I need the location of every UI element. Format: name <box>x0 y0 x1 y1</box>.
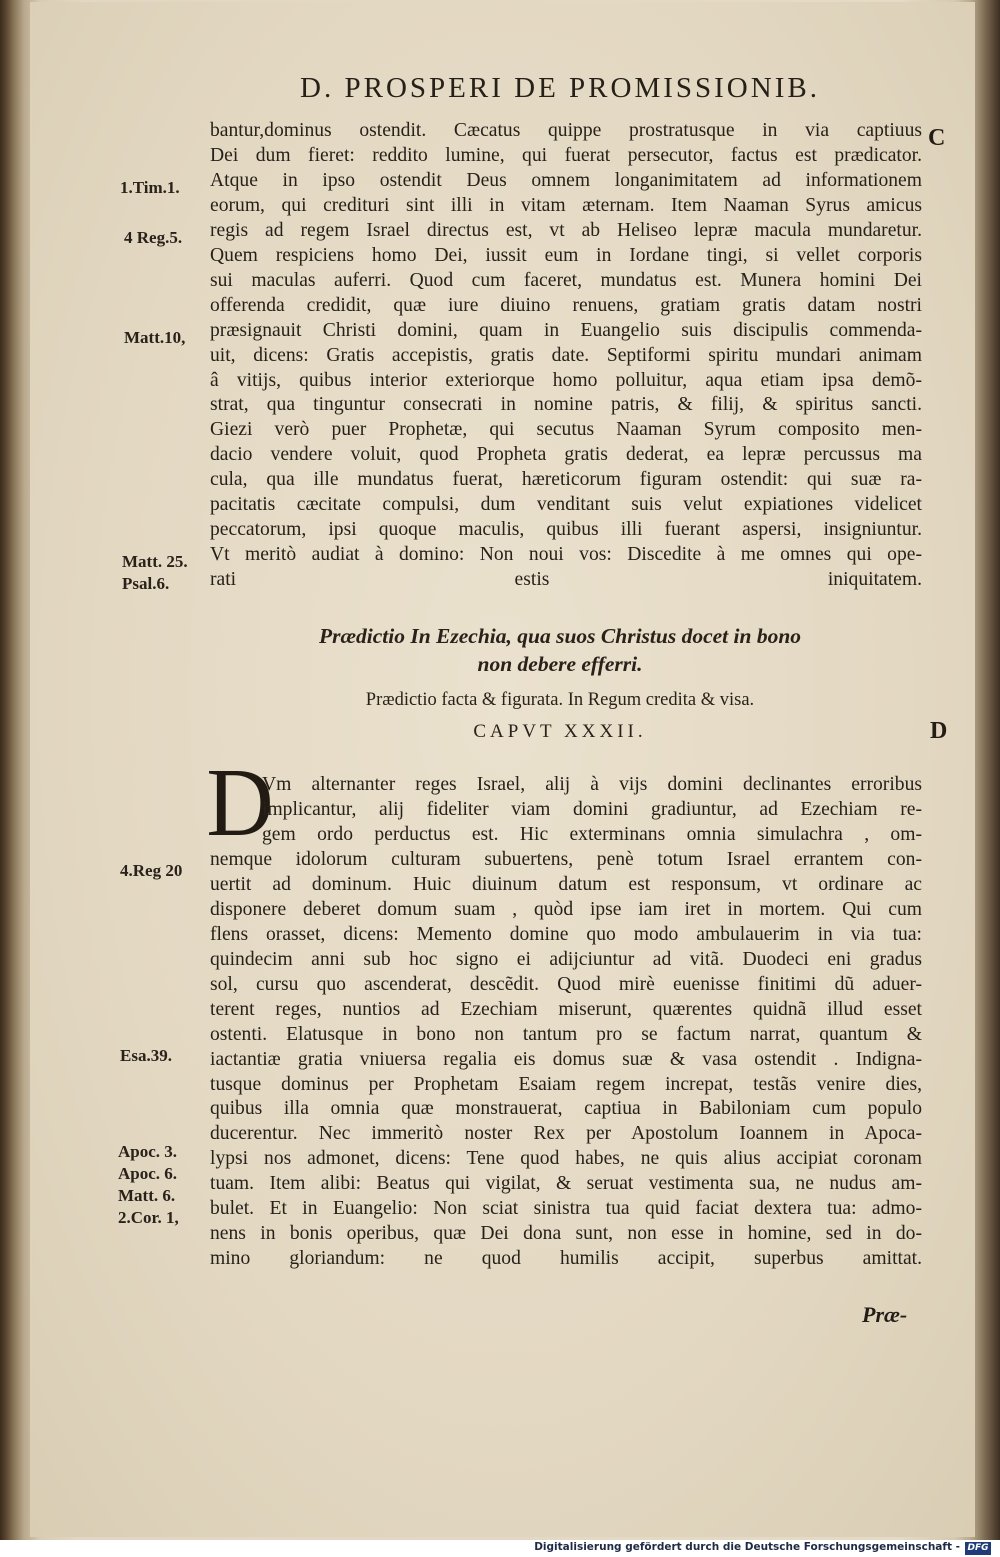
marginal-note: Esa.39. <box>120 1046 172 1065</box>
running-head: D. PROSPERI DE PROMISSIONIB. <box>300 72 820 104</box>
text-line: iactantiæ gratia vniuersa regalia eis domus suæ & vasa ostendit . Indigna- <box>210 1048 922 1070</box>
text-line: dacio vendere voluit, quod Propheta gratis dederat, ea lepræ percussus ma <box>210 444 922 466</box>
dfg-logo-icon: DFG <box>965 1542 991 1555</box>
text-line: nemque idolorum culturam subuertens, penè totum Israel errantem con- <box>210 848 922 870</box>
text-line: implicantur, alij fideliter viam domini gradiuntur, ad Ezechiam re- <box>262 798 922 820</box>
marginal-note: Apoc. 3. <box>118 1142 178 1161</box>
marginal-note: 4.Reg 20 <box>120 861 183 880</box>
catchword: Præ- <box>862 1302 908 1327</box>
chapter-number: CAPVT XXXII. <box>473 721 647 742</box>
text-line: bantur,dominus ostendit. Cæcatus quippe prostratusque in via captiuus <box>210 120 922 141</box>
marginal-note: 4 Reg.5. <box>124 228 183 247</box>
text-line: lypsi nos admonet, dicens: Tene quod habes, ne quis alius accipiat coronam <box>210 1148 922 1170</box>
text-line: terent reges, nuntios ad Ezechiam miserunt, quærentes quidnã illud esset <box>210 998 922 1020</box>
text-line: nens in bonis operibus, quæ Dei dona sunt, non esse in homine, sed in do- <box>210 1223 922 1245</box>
text-line: mino gloriandum: ne quod humilis accipit, superbus amittat. <box>210 1248 922 1270</box>
text-line: tuam. Item alibi: Beatus qui vigilat, & seruat vestimenta sua, ne nudus am- <box>210 1173 922 1195</box>
text-line: eorum, qui credituri sint illi in vitam æternam. Item Naaman Syrus amicus <box>210 194 922 216</box>
marginal-note: Matt.10, <box>124 328 186 347</box>
text-line: sol, cursu quo ascenderat, descẽdit. Quod mirè euenisse finitimi dũ aduer- <box>210 973 922 995</box>
chapter-title-line: non debere efferri. <box>477 652 643 676</box>
side-letter-lower: D <box>930 718 948 744</box>
marginal-note: Apoc. 6. <box>118 1164 178 1183</box>
text-line: cula, qua ille mundatus fuerat, hæreticorum figuram ostendit: qui suæ ra- <box>210 469 922 491</box>
text-line: rati estis iniquitatem. <box>210 569 922 591</box>
text-line: flens orasset, dicens: Memento domine quo modo ambulauerim in via tua: <box>210 923 922 945</box>
marginal-note: Psal.6. <box>122 574 170 593</box>
marginal-note: 2.Cor. 1, <box>118 1208 179 1227</box>
text-line: uertit ad dominum. Huic diuinum datum est responsum, vt ordinare ac <box>210 873 922 895</box>
text-line: Dei dum fieret: reddito lumine, qui fuerat persecutor, factus est prædicator. <box>210 144 922 166</box>
text-line: tusque dominus per Prophetam Esaiam regem increpat, testãs venire dies, <box>210 1073 922 1095</box>
digitization-footer <box>0 1540 1000 1557</box>
body-text-block-3 <box>210 823 922 1272</box>
text-line: pacitatis cæcitate compulsi, dum venditant suis velut expiationes videlicet <box>210 494 922 516</box>
text-line: disponere deberet domum suam , quòd ipse iam iret in mortem. Qui cum <box>210 898 922 920</box>
marginal-note: Matt. 6. <box>118 1186 176 1205</box>
text-line: ducerentur. Nec immeritò noster Rex per Apostolum Ioannem in Apoca- <box>210 1123 922 1145</box>
marginal-note: Matt. 25. <box>122 552 188 571</box>
body-text-block-2 <box>262 773 922 823</box>
text-line: Vm alternanter reges Israel, alij à vijs domini declinantes erroribus <box>262 774 922 795</box>
text-line: quindecim anni sub hoc signo ei adijciuntur ad vitã. Duodeci eni gradus <box>210 948 922 970</box>
text-line: regis ad regem Israel directus est, vt ab Heliseo lepræ macula mundaretur. <box>210 219 922 241</box>
drop-cap: D <box>206 749 274 857</box>
chapter-subtitle: Prædictio facta & figurata. In Regum credita & visa. <box>365 690 755 710</box>
text-line: ostenti. Elatusque in bono non tantum pro se factum narrat, quantum & <box>210 1023 922 1045</box>
text-line: præsignauit Christi domini, quam in Euangelio suis discipulis commenda- <box>210 319 922 341</box>
text-line: Vt meritò audiat à domino: Non noui vos: Discedite à me omnes qui ope- <box>210 544 922 566</box>
text-line: sui maculas auferri. Quod cum faceret, mundatus est. Munera homini Dei <box>210 269 922 291</box>
text-line: â vitijs, quibus interior exteriorque homo polluitur, aqua etiam ipsa demõ- <box>210 369 922 391</box>
side-letter-upper: C <box>928 125 946 151</box>
text-line: Giezi verò puer Prophetæ, qui secutus Naaman Syrum composito men- <box>210 419 922 441</box>
text-line: gem ordo perductus est. Hic exterminans omnia simulachra , om- <box>262 824 922 845</box>
text-line: peccatorum, ipsi quoque maculis, quibus illi fuerant aspersi, insigniuntur. <box>210 519 922 541</box>
text-line: Quem respiciens homo Dei, iussit eum in Iordane tingi, si vellet corporis <box>210 244 922 266</box>
chapter-title-line: Prædictio In Ezechia, qua suos Christus docet in bono <box>318 624 802 648</box>
text-line: Atque in ipso ostendit Deus omnem longanimitatem ad informationem <box>210 169 922 191</box>
text-line: offerenda credidit, quæ iure diuino renuens, gratiam gratis datam nostri <box>210 294 922 316</box>
text-line: strat, qua tinguntur consecrati in nomine patris, & filij, & spiritus sancti. <box>210 394 922 416</box>
footer-credit: Digitalisierung gefördert durch die Deutsche Forschungsgemeinschaft - <box>534 1541 960 1553</box>
marginal-note: 1.Tim.1. <box>120 178 180 197</box>
text-line: bulet. Et in Euangelio: Non sciat sinistra tua quid faciat dextera tua: admo- <box>210 1198 922 1220</box>
body-text-block-1 <box>210 119 922 593</box>
text-line: uit, dicens: Gratis accepistis, gratis date. Septiformi spiritu mundari animam <box>210 344 922 366</box>
text-line: quibus illa omnia quæ monstrauerat, captiua in Babiloniam cum populo <box>210 1098 922 1120</box>
